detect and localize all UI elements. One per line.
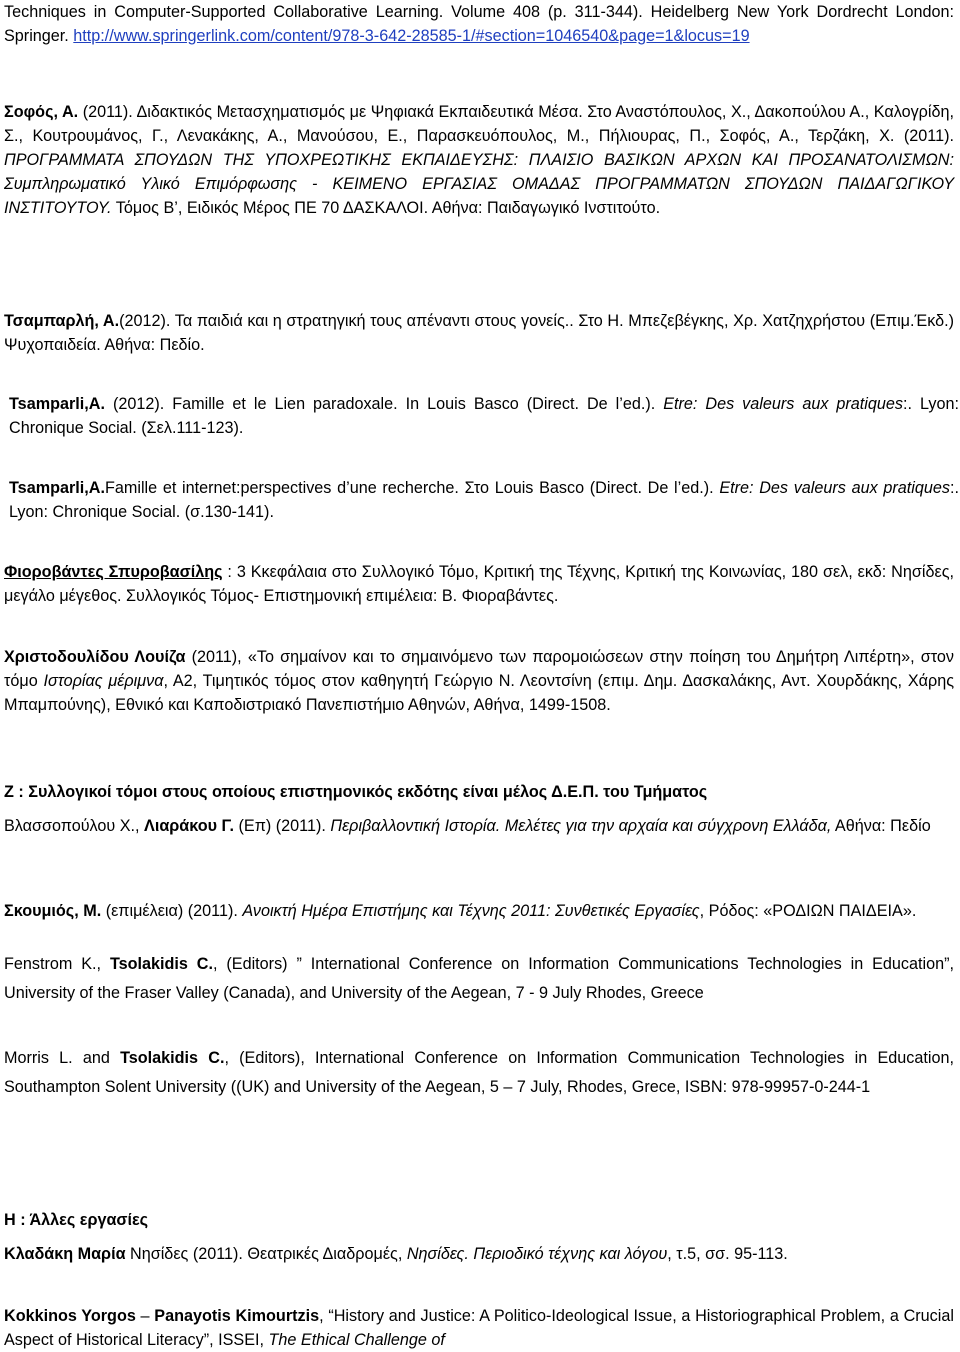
reference-text: (επιμέλεια) (2011). xyxy=(101,902,243,920)
reference-author: Σοφός, Α. xyxy=(4,103,79,121)
reference-author-second: Panayotis Kimourtzis xyxy=(154,1307,320,1325)
reference-text: Νησίδες (2011). Θεατρικές Διαδρομές, xyxy=(125,1245,407,1263)
reference-text-end: , Α2, Τιμητικός τόμος στον καθηγητή Γεώργιο Ν. Λεοντσίνη (επιμ. Δημ. Δασκαλάκης, Αντ. Χουρδάκης, Χάρης Μπαμπούνης), Εθνικό και Καποδιστριακό Πανεπιστήμιο Αθηνών, Αθήνα, 1499-1508. xyxy=(4,672,954,714)
reference-text: Famille et internet:perspectives d’une recherche. Στο Louis Basco (Direct. De l’ed.). xyxy=(104,479,720,497)
reference-springer xyxy=(4,0,954,48)
reference-text: (2012). Famille et le Lien paradoxale. In Louis Basco (Direct. De l’ed.). xyxy=(104,395,664,413)
reference-text-end: , Ρόδος: «ΡΟΔΙΩΝ ΠΑΙΔΕΙΑ». xyxy=(699,902,917,920)
reference-title: Περιβαλλοντική Ιστορία. Μελέτες για την αρχαία και σύγχρονη Ελλάδα, xyxy=(330,817,832,835)
reference-skoumios xyxy=(4,899,954,923)
reference-fenstrom xyxy=(4,950,954,1008)
reference-text-end: :. Lyon: Chronique Social. (Σελ.111-123). xyxy=(9,395,959,437)
reference-text-end: , (Editors) ” International Conference on Information Communications Technologies in Education”, University of the Fraser Valley (Canada), and University of the Aegean, 7 - 9 July Rhodes, Greece xyxy=(4,955,954,1002)
reference-author: Σκουμιός, Μ. xyxy=(4,902,102,920)
reference-author: Φιοροβάντες Σπυροβασίλης xyxy=(4,563,223,581)
reference-title: Etre: Des valeurs aux pratiques xyxy=(663,395,903,413)
reference-kokkinos xyxy=(4,1304,954,1352)
reference-text: Fenstrom K., xyxy=(4,955,110,973)
reference-text: (2011). Διδακτικός Μετασχηματισμός με Ψηφιακά Εκπαιδευτικά Μέσα. Στο Αναστόπουλος, Χ., Δακοπούλου Α., Καλογρίδη, Σ., Κουτρουμάνος, Γ., Λενακάκης, Α., Μανούσου, Ε., Παρασκευόπουλος, Μ., Πήλιουρας, Π., Σοφός, Α., Τερζάκη, Χ. (2011). xyxy=(4,103,954,145)
reference-text-end: Τόμος Β’, Ειδικός Μέρος ΠΕ 70 ΔΑΣΚΑΛΟΙ. Αθήνα: Παιδαγωγικό Ινστιτούτο. xyxy=(111,199,661,217)
reference-author: Tsolakidis C. xyxy=(109,955,213,973)
reference-title: ΠΡΟΓΡΑΜΜΑΤΑ ΣΠΟΥΔΩΝ ΤΗΣ ΥΠΟΧΡΕΩΤΙΚΗΣ ΕΚΠΑΙΔΕΥΣΗΣ: ΠΛΑΙΣΙΟ ΒΑΣΙΚΩΝ ΑΡΧΩΝ ΚΑΙ ΠΡΟΣΑΝΑΤΟΛΙΣΜΩΝ: Συμπληρωματικό Υλικό Επιμόρφωσης - ΚΕΙΜΕΝΟ ΕΡΓΑΣΙΑΣ ΟΜΑΔΑΣ ΠΡΟΓΡΑΜΜΑΤΩΝ ΣΠΟΥΔΩΝ ΠΑΙΔΑΓΩΓΙΚΟΥ ΙΝΣΤΙΤΟΥΤΟΥ. xyxy=(4,151,954,217)
reference-text-end: :. Lyon: Chronique Social. (σ.130-141). xyxy=(9,479,959,521)
reference-text: : 3 Κκεφάλαια στο Συλλογικό Τόμο, Κριτική της Τέχνης, Κριτική της Κοινωνίας, 180 σελ, εκδ: Νησίδες, μεγάλο μέγεθος. Συλλογικός Τόμος- Επιστημονική επιμέλεια: Β. Φιοραβάντες. xyxy=(4,563,954,605)
reference-text: (2011), «Το σημαίνον και το σημαινόμενο των παρομοιώσεων στην ποίηση του Δημήτρη Λιπέρτη», στον τόμο xyxy=(4,648,954,690)
reference-text-end: Αθήνα: Πεδίο xyxy=(831,817,931,835)
reference-text-end: , (Editors), International Conference on Information Communication Technologies in Education, Southampton Solent University ((UK) and University of the Aegean, 5 – 7 July, Rhodes, Grece, ISBN: 978-99957-0-244-1 xyxy=(4,1049,954,1096)
reference-text: (2012). Τα παιδιά και η στρατηγική τους απέναντι στους γονείς.. Στο Η. Μπεζεβέγκης, Χρ. Χατζηχρήστου (Επιμ.Έκδ.) Ψυχοπαιδεία. Αθήνα: Πεδίο. xyxy=(4,312,954,354)
reference-text-end: , τ.5, σσ. 95-113. xyxy=(667,1245,788,1263)
reference-title: Νησίδες. Περιοδικό τέχνης και λόγου xyxy=(406,1245,668,1263)
section-heading-z: Ζ : Συλλογικοί τόμοι στους οποίους επιστημονικός εκδότης είναι μέλος Δ.Ε.Π. του Τμήματος xyxy=(4,783,708,801)
reference-title: The Ethical Challenge of xyxy=(268,1331,445,1349)
reference-title: Etre: Des valeurs aux pratiques xyxy=(719,479,950,497)
reference-christodoulidou xyxy=(4,645,954,717)
reference-author: Κλαδάκη Μαρία xyxy=(4,1245,126,1263)
reference-kladaki xyxy=(4,1242,954,1266)
springer-link[interactable]: http://www.springerlink.com/content/978-3-642-28585-1/#section=1046540&page=1&locus=19 xyxy=(73,27,750,45)
reference-tsamparli-internet xyxy=(4,476,959,524)
reference-tsamparli-2012 xyxy=(4,392,959,440)
reference-morris xyxy=(4,1044,954,1102)
reference-author: Χριστοδουλίδου Λουίζα xyxy=(4,648,186,666)
reference-author: Λιαράκου Γ. xyxy=(144,817,235,835)
reference-separator: – xyxy=(135,1307,155,1325)
reference-text: (Επ) (2011). xyxy=(234,817,331,835)
reference-text: Morris L. and xyxy=(4,1049,121,1067)
reference-author: Kokkinos Yorgos xyxy=(4,1307,136,1325)
section-heading-h: Η : Άλλες εργασίες xyxy=(4,1211,149,1229)
reference-author: Tsamparli,A. xyxy=(9,395,105,413)
reference-title: Ανοικτή Ημέρα Επιστήμης και Τέχνης 2011: Συνθετικές Εργασίες xyxy=(242,902,700,920)
reference-author: Tsolakidis C. xyxy=(120,1049,225,1067)
reference-sofos xyxy=(4,100,954,220)
reference-title: Ιστορίας μέριμνα xyxy=(43,672,164,690)
reference-author: Τσαμπαρλή, Α. xyxy=(4,312,120,330)
reference-author: Tsamparli,A. xyxy=(9,479,105,497)
reference-tsamparli-gr xyxy=(4,309,954,357)
reference-text: , “History and Justice: A Politico-Ideological Issue, a Historiographical Problem, a Crucial Aspect of Historical Literacy”, ISSEI, xyxy=(4,1307,954,1349)
reference-vlassopoulou xyxy=(4,814,954,838)
reference-text: Techniques in Computer-Supported Collaborative Learning. Volume 408 (p. 311-344). Heidelberg New York Dordrecht London: Springer. xyxy=(4,3,954,45)
reference-fiorovantes xyxy=(4,560,954,608)
reference-text: Βλασσοπούλου Χ., xyxy=(4,817,145,835)
